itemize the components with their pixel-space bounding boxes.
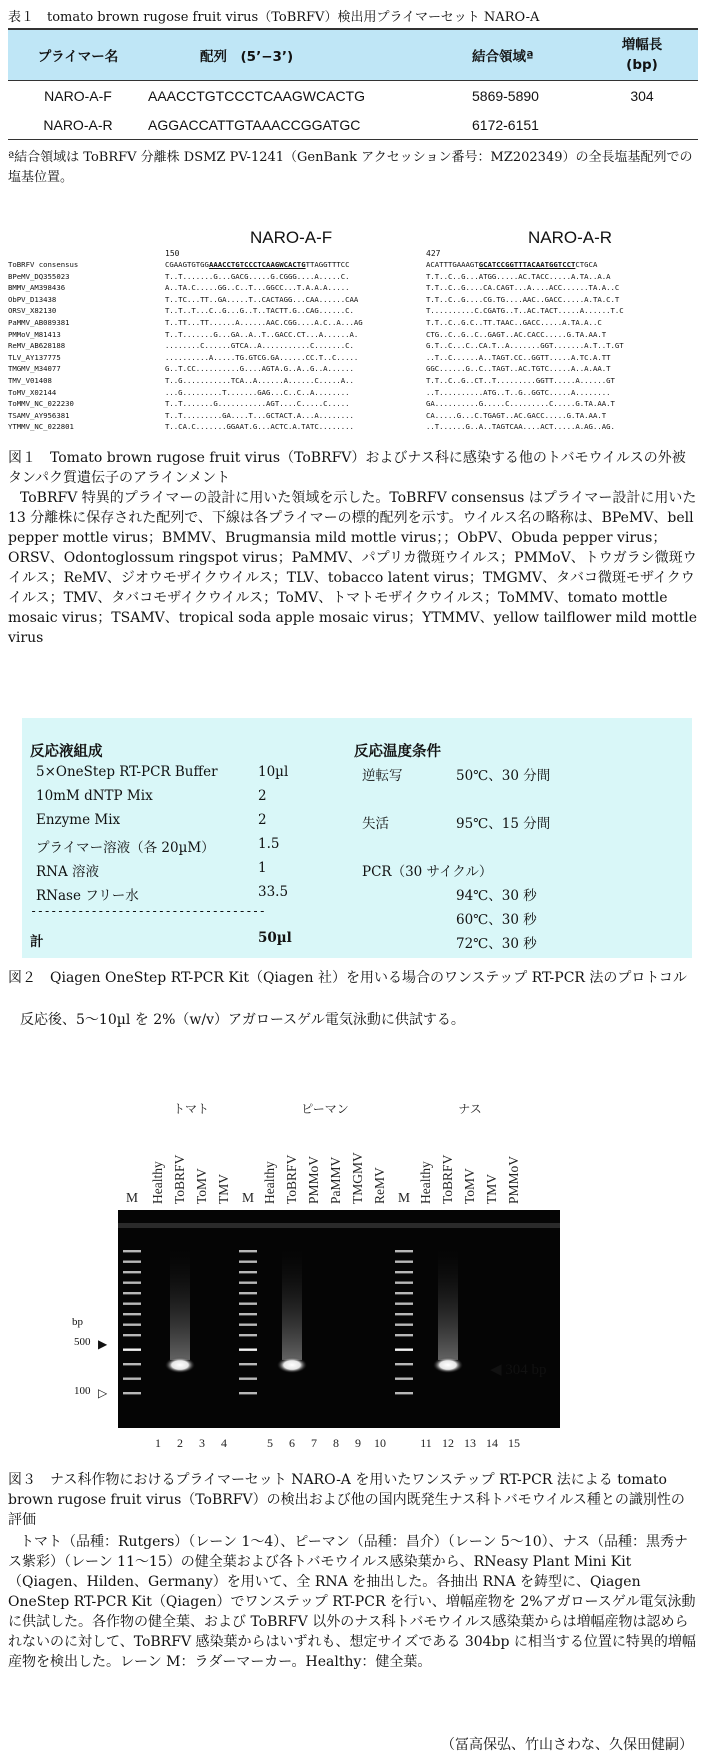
forward-sequence: T..TC...TT..GA.....T..CACTAGG...CAA......CAA [165, 294, 359, 304]
marker-lane-label: M [126, 1190, 139, 1205]
reagent-name: RNase フリー水 [36, 888, 139, 904]
filled-arrow-icon: ▶ [98, 1337, 108, 1351]
table-row [8, 81, 698, 111]
reverse-sequence: GGC......G..C..TAGT..AC.TGTC.....A..A.AA.T [426, 364, 611, 374]
marker-lane-label: M [242, 1190, 255, 1205]
step-condition: 94℃、30 秒 [456, 888, 537, 904]
reagent-volume: 1.5 [258, 836, 280, 852]
primer-name: NARO-A-F [44, 87, 112, 104]
authors: （冨高保弘、竹山さわな、久保田健嗣） [441, 1737, 693, 1753]
lane-number: 10 [374, 1436, 386, 1450]
amplicon-band [433, 1357, 463, 1373]
reverse-sequence: ..T..C......A..TAGT.CC..GGTT.....A.TC.A.TT [426, 352, 611, 362]
lane-label: TMGMV [350, 1152, 365, 1204]
binding-region: 5869-5890 [472, 87, 539, 104]
ladder-band [395, 1271, 413, 1273]
reverse-sequence: CTG..C..G..C..GAGT..AC.CACC.....G.TA.AA.T [426, 329, 607, 339]
ladder-band [395, 1392, 413, 1394]
ladder-band [395, 1250, 413, 1252]
lane-number: 3 [199, 1436, 205, 1450]
lane-number: 4 [221, 1436, 227, 1450]
forward-sequence: T..TT...TT......A......AAC.CGG....A.C..A...AG [165, 317, 363, 327]
ladder-band [395, 1282, 413, 1284]
reverse-sequence: T.T..C..G.C..TT.TAAC..GACC.....A.TA.A..C [426, 317, 602, 327]
figure1-caption: 図１ Tomato brown rugose fruit virus（ToBRFV）およびナス科に感染する他のトバモウイルスの外被タンパク質遺伝子のアラインメント [8, 450, 686, 486]
step-name: 逆転写 [362, 768, 403, 784]
header-sequence: 配列 (5’−3’) [148, 29, 404, 81]
reverse-sequence: T.T..C..G...ATGG.....AC.TACC.....A.TA..A.A [426, 271, 611, 281]
table-row [8, 110, 698, 140]
ladder-band [239, 1363, 257, 1365]
forward-sequence: A..TA.C.....GG..C..T...GGCC...T.A.A.A..... [165, 283, 350, 293]
marker-lane-label: M [398, 1190, 411, 1205]
reagent-volume: 1 [258, 860, 267, 876]
step-condition: 50℃、30 分間 [456, 768, 551, 784]
forward-sequence: T..T.......G...GACG.....G.CGGG....A.....C. [165, 271, 350, 281]
lane-label: PaMMV [328, 1156, 343, 1204]
reagent-name: プライマー溶液（各 20µM） [36, 840, 215, 856]
ladder-band [395, 1261, 413, 1263]
strain-name: TSAMV_AY956381 [8, 410, 70, 420]
lane-label: ToMV [462, 1168, 477, 1204]
lane-label: Healthy [262, 1161, 277, 1204]
reagent-name: 10mM dNTP Mix [36, 788, 153, 804]
reagent-name: RNA 溶液 [36, 864, 100, 880]
alignment-figure [8, 228, 698, 438]
band-size-label [490, 1360, 547, 1379]
lane-number: 7 [311, 1436, 317, 1450]
crop-group-label: ナス [412, 1100, 528, 1117]
reverse-sequence: G.T..C...C..CA.T..A.......GGT.......A.T..T.GT [426, 341, 624, 351]
forward-sequence: T..T.........GA....T...GCTACT.A...A........ [165, 410, 354, 420]
lane-number: 15 [508, 1436, 520, 1450]
lane-label: ReMV [372, 1167, 387, 1204]
ladder-band [239, 1261, 257, 1263]
ladder-band [123, 1363, 141, 1365]
lane-number: 5 [267, 1436, 273, 1450]
strain-name: BPeMV_DQ355023 [8, 271, 70, 281]
ladder-band [123, 1250, 141, 1252]
ladder-band [123, 1282, 141, 1284]
lane-label: TMV [484, 1174, 499, 1204]
forward-sequence: T..T.......G...........AGT....C.....C..... [165, 399, 350, 409]
ladder-band [239, 1292, 257, 1294]
lane-number: 8 [333, 1436, 339, 1450]
crop-group-label: トマト [144, 1100, 238, 1117]
figure1-body: ToBRFV 特異的プライマーの設計に用いた領域を示した。ToBRFV consensus はプライマー設計に用いた 13 分離株に保存された配列で、下線は各プライマーの標的配列を示す。ウイルス名の略称は、BPeMV、bell pepper mottle virus；BMMV、Brugmansia mild mottle virus；；ObPV、Obuda pepper virus；ORSV、Odontoglossum ringspot virus；PaMMV、パプリカ微斑ウイルス；PMMoV、トウガラシ微斑ウイルス；ReMV、ジオウモザイクウイルス；TLV、tobacco latent virus；TMGMV、タバコ微斑モザイクウイルス；TMV、タバコモザイクウイルス；ToMV、トマトモザイクウイルス；ToMMV、tomato mottle mosaic virus；TSAMV、tropical soda apple mosaic virus；YTMMV、yellow tailflower mild mottle virus [8, 490, 698, 646]
strain-name: TMGMV_M34077 [8, 364, 61, 374]
ladder-band [239, 1392, 257, 1394]
lane-label: ToMV [194, 1168, 209, 1204]
strain-name: YTMMV_NC_022801 [8, 422, 74, 432]
reverse-start-position: 427 [426, 249, 441, 258]
figure2-note: 反応後、5～10µl を 2%（w/v）アガロースゲル電気泳動に供試する。 [20, 1012, 465, 1028]
strain-name: TMV_V01408 [8, 375, 52, 385]
ladder-band [123, 1261, 141, 1263]
amplicon-length [586, 110, 698, 140]
header-binding-region: 結合領域ª [404, 29, 586, 81]
ladder-band [395, 1363, 413, 1365]
reaction-mix-heading: 反応液組成 [30, 744, 103, 760]
lane-label: ToBRFV [284, 1154, 299, 1204]
forward-sequence: T..G...........TCA..A......A......C.....A.. [165, 375, 354, 385]
temperature-heading: 反応温度条件 [354, 744, 441, 760]
reagent-volume: 2 [258, 812, 267, 828]
ladder-band [239, 1334, 257, 1336]
ladder-band [123, 1271, 141, 1273]
ladder-band [395, 1303, 413, 1305]
forward-sequence: CGAAGTGTGGAAACCTGTCCCTCAAGWCACTGTTAGGTTTCC [165, 260, 350, 269]
ladder-band [123, 1378, 141, 1380]
reverse-sequence: T.T..C..G....CG.TG....AAC..GACC.....A.TA.C.T [426, 294, 620, 304]
primer-sequence: AAACCTGTCCCTCAAGWCACTG [148, 87, 365, 104]
total-value: 50µl [258, 930, 292, 946]
reverse-sequence: ..T..........ATG..T..G..GGTC.....A........ [426, 387, 611, 397]
lane-label: ToBRFV [440, 1154, 455, 1204]
ladder-band [239, 1282, 257, 1284]
strain-name: ToMV_X02144 [8, 387, 57, 397]
ladder-band [123, 1334, 141, 1336]
primer-name: NARO-A-R [8, 110, 148, 140]
band-smear [170, 1250, 190, 1360]
table1-title: 表１ tomato brown rugose fruit virus（ToBRFV）検出用プライマーセット NARO-A [8, 10, 540, 25]
ladder-band [123, 1349, 141, 1351]
band-smear [438, 1250, 458, 1360]
reagent-volume: 2 [258, 788, 267, 804]
lane-label: PMMoV [506, 1155, 521, 1204]
strain-name: ToBRFV consensus [8, 260, 79, 269]
binding-region: 6172-6151 [404, 110, 586, 140]
crop-group-label: ピーマン [256, 1100, 394, 1117]
figure2-caption: 図２ Qiagen OneStep RT-PCR Kit（Qiagen 社）を用いる場合のワンステップ RT-PCR 法のプロトコル [8, 970, 687, 986]
figure3-caption: 図３ ナス科作物におけるプライマーセット NARO-A を用いたワンステップ RT-PCR 法による tomato brown rugose fruit virus（ToBRFV）の検出および他の国内既発生ナス科トバモウイルス種との識別性の評価 [8, 1472, 685, 1528]
step-condition: 72℃、30 秒 [456, 936, 537, 952]
strain-name: TLV_AY137775 [8, 352, 61, 362]
lane-label: TMV [216, 1174, 231, 1204]
ladder-band [239, 1313, 257, 1315]
ladder-band [239, 1349, 257, 1351]
ladder-band [239, 1378, 257, 1380]
ladder-band [395, 1324, 413, 1326]
ladder-band [395, 1378, 413, 1380]
total-label: 計 [30, 934, 44, 950]
header-primer-name: プライマー名 [8, 29, 148, 81]
left-arrow-icon: ◀ [490, 1362, 502, 1378]
strain-name: PMMoV_M81413 [8, 329, 61, 339]
strain-name: ReMV_AB628188 [8, 341, 66, 351]
table-header-row [8, 29, 698, 81]
strain-name: PaMMV_AB089381 [8, 317, 70, 327]
reagent-volume: 33.5 [258, 884, 289, 900]
band-smear [282, 1250, 302, 1360]
ladder-band [123, 1392, 141, 1394]
reverse-sequence: T..........C.CGATG..T..AC.TACT.....A......T.C [426, 306, 624, 316]
bp-unit: bp [72, 1316, 83, 1328]
strain-names [8, 259, 78, 433]
step-name: 失活 [362, 816, 389, 832]
forward-sequence: T..T.......G...GA..A..T..GACC.CT...A......A. [165, 329, 359, 339]
ladder-band [395, 1292, 413, 1294]
ladder-band [239, 1303, 257, 1305]
ladder-band [123, 1324, 141, 1326]
reverse-primer-title: NARO-A-R [528, 228, 613, 247]
reagent-volume: 10µl [258, 764, 289, 780]
ladder-band [395, 1349, 413, 1351]
lane-number: 2 [177, 1436, 183, 1450]
forward-sequence: ........C......GTCA..A...........C.......C. [165, 341, 354, 351]
forward-sequence: ..........A.....TG.GTCG.GA......CC.T..C..... [165, 352, 359, 362]
lane-number: 13 [464, 1436, 476, 1450]
lane-label: Healthy [150, 1161, 165, 1204]
reverse-sequence: CA.....G...C.TGAGT..AC.GACC.....G.TA.AA.T [426, 410, 607, 420]
amplicon-band [165, 1357, 195, 1373]
ladder-band [123, 1303, 141, 1305]
lane-number: 14 [486, 1436, 498, 1450]
marker-100-label: 100 [74, 1385, 91, 1397]
forward-sequence: G..T.CC..........G....AGTA.G..A..G..A...... [165, 364, 354, 374]
gel-wells [118, 1223, 560, 1228]
reverse-alignment [426, 259, 624, 433]
reagent-name: 5×OneStep RT-PCR Buffer [36, 764, 218, 780]
marker-500-label: 500 [74, 1336, 91, 1348]
figure3-body: トマト（品種：Rutgers）（レーン 1～4）、ピーマン（品種：昌介）（レーン 5～10）、ナス（品種：黒秀ナス紫彩）（レーン 11～15）の健全葉および各トバモウイルス感染葉から、RNeasy Plant Mini Kit（Qiagen、Hilden、Germany）を用いて、全 RNA を抽出した。各抽出 RNA を鋳型に、Qiagen OneStep RT-PCR Kit（Qiagen）でワンステップ RT-PCR を行い、増幅産物を 2%アガロースゲル電気泳動に供試した。各作物の健全葉、および ToBRFV 以外のナス科トバモウイルス感染葉からは増幅産物は認められないのに対して、ToBRFV 感染葉からはいずれも、想定サイズである 304bp に相当する位置に特異的増幅産物を検出した。レーン M：ラダーマーカー。Healthy：健全葉。 [8, 1534, 696, 1670]
strain-name: BMMV_AM398436 [8, 283, 66, 293]
step-name: PCR（30 サイクル） [362, 864, 493, 880]
separator-line: ----------------------------------- [30, 904, 266, 918]
forward-sequence: ...G.........T.......GAG...C..C..A........ [165, 387, 350, 397]
lane-number: 1 [155, 1436, 161, 1450]
table1-footnote: ª結合領域は ToBRFV 分離株 DSMZ PV-1241（GenBank アクセッション番号：MZ202349）の全長塩基配列での塩基位置。 [8, 150, 693, 185]
step-condition: 95℃、15 分間 [456, 816, 551, 832]
forward-primer-title: NARO-A-F [250, 228, 333, 247]
strain-name: ORSV_X82130 [8, 306, 57, 316]
band-size-text: 304 bp [505, 1362, 547, 1378]
lane-number: 11 [420, 1436, 432, 1450]
step-condition: 60℃、30 秒 [456, 912, 537, 928]
ladder-band [239, 1250, 257, 1252]
primer-table [8, 28, 698, 140]
reverse-sequence: T.T..C..G....CA.CAGT...A....ACC......TA.A..C [426, 283, 620, 293]
reverse-sequence: ACATTTGAAAGTGCATCCGGTTTACAATGGTCCTCTGCA [426, 260, 598, 269]
reverse-sequence: GA..........G.....C.........C.....G.TA.AA.T [426, 399, 615, 409]
ladder-band [123, 1292, 141, 1294]
reverse-sequence: ..T......G..A..TAGTCAA....ACT.....A.AG..AG. [426, 422, 615, 432]
ladder-band [239, 1271, 257, 1273]
amplicon-length: 304 [630, 87, 654, 104]
lane-label: ToBRFV [172, 1154, 187, 1204]
forward-sequence: T..CA.C.......GGAAT.G...ACTC.A.TATC........ [165, 422, 354, 432]
lane-label: Healthy [418, 1161, 433, 1204]
forward-alignment [165, 259, 363, 433]
primer-sequence: AGGACCATTGTAAACCGGATGC [148, 110, 404, 140]
lane-label: PMMoV [306, 1155, 321, 1204]
forward-sequence: T..T..T...C..G...G..T..TACTT.G..CAG......C. [165, 306, 354, 316]
ladder-band [395, 1334, 413, 1336]
lane-number: 9 [355, 1436, 361, 1450]
header-amplicon-length: 増幅長 (bp) [586, 29, 698, 81]
open-arrow-icon: ▷ [98, 1386, 108, 1400]
reverse-sequence: T.T..C..G..CT..T.........GGTT.....A......GT [426, 375, 615, 385]
protocol-box [22, 718, 692, 958]
lane-number: 12 [442, 1436, 454, 1450]
lane-number: 6 [289, 1436, 295, 1450]
ladder-band [395, 1313, 413, 1315]
amplicon-band [277, 1357, 307, 1373]
strain-name: ToMMV_NC_022230 [8, 399, 74, 409]
gel-figure [70, 1100, 630, 1460]
ladder-band [239, 1324, 257, 1326]
strain-name: ObPV_D13438 [8, 294, 57, 304]
reagent-name: Enzyme Mix [36, 812, 121, 828]
forward-start-position: 150 [165, 249, 180, 258]
ladder-band [123, 1313, 141, 1315]
